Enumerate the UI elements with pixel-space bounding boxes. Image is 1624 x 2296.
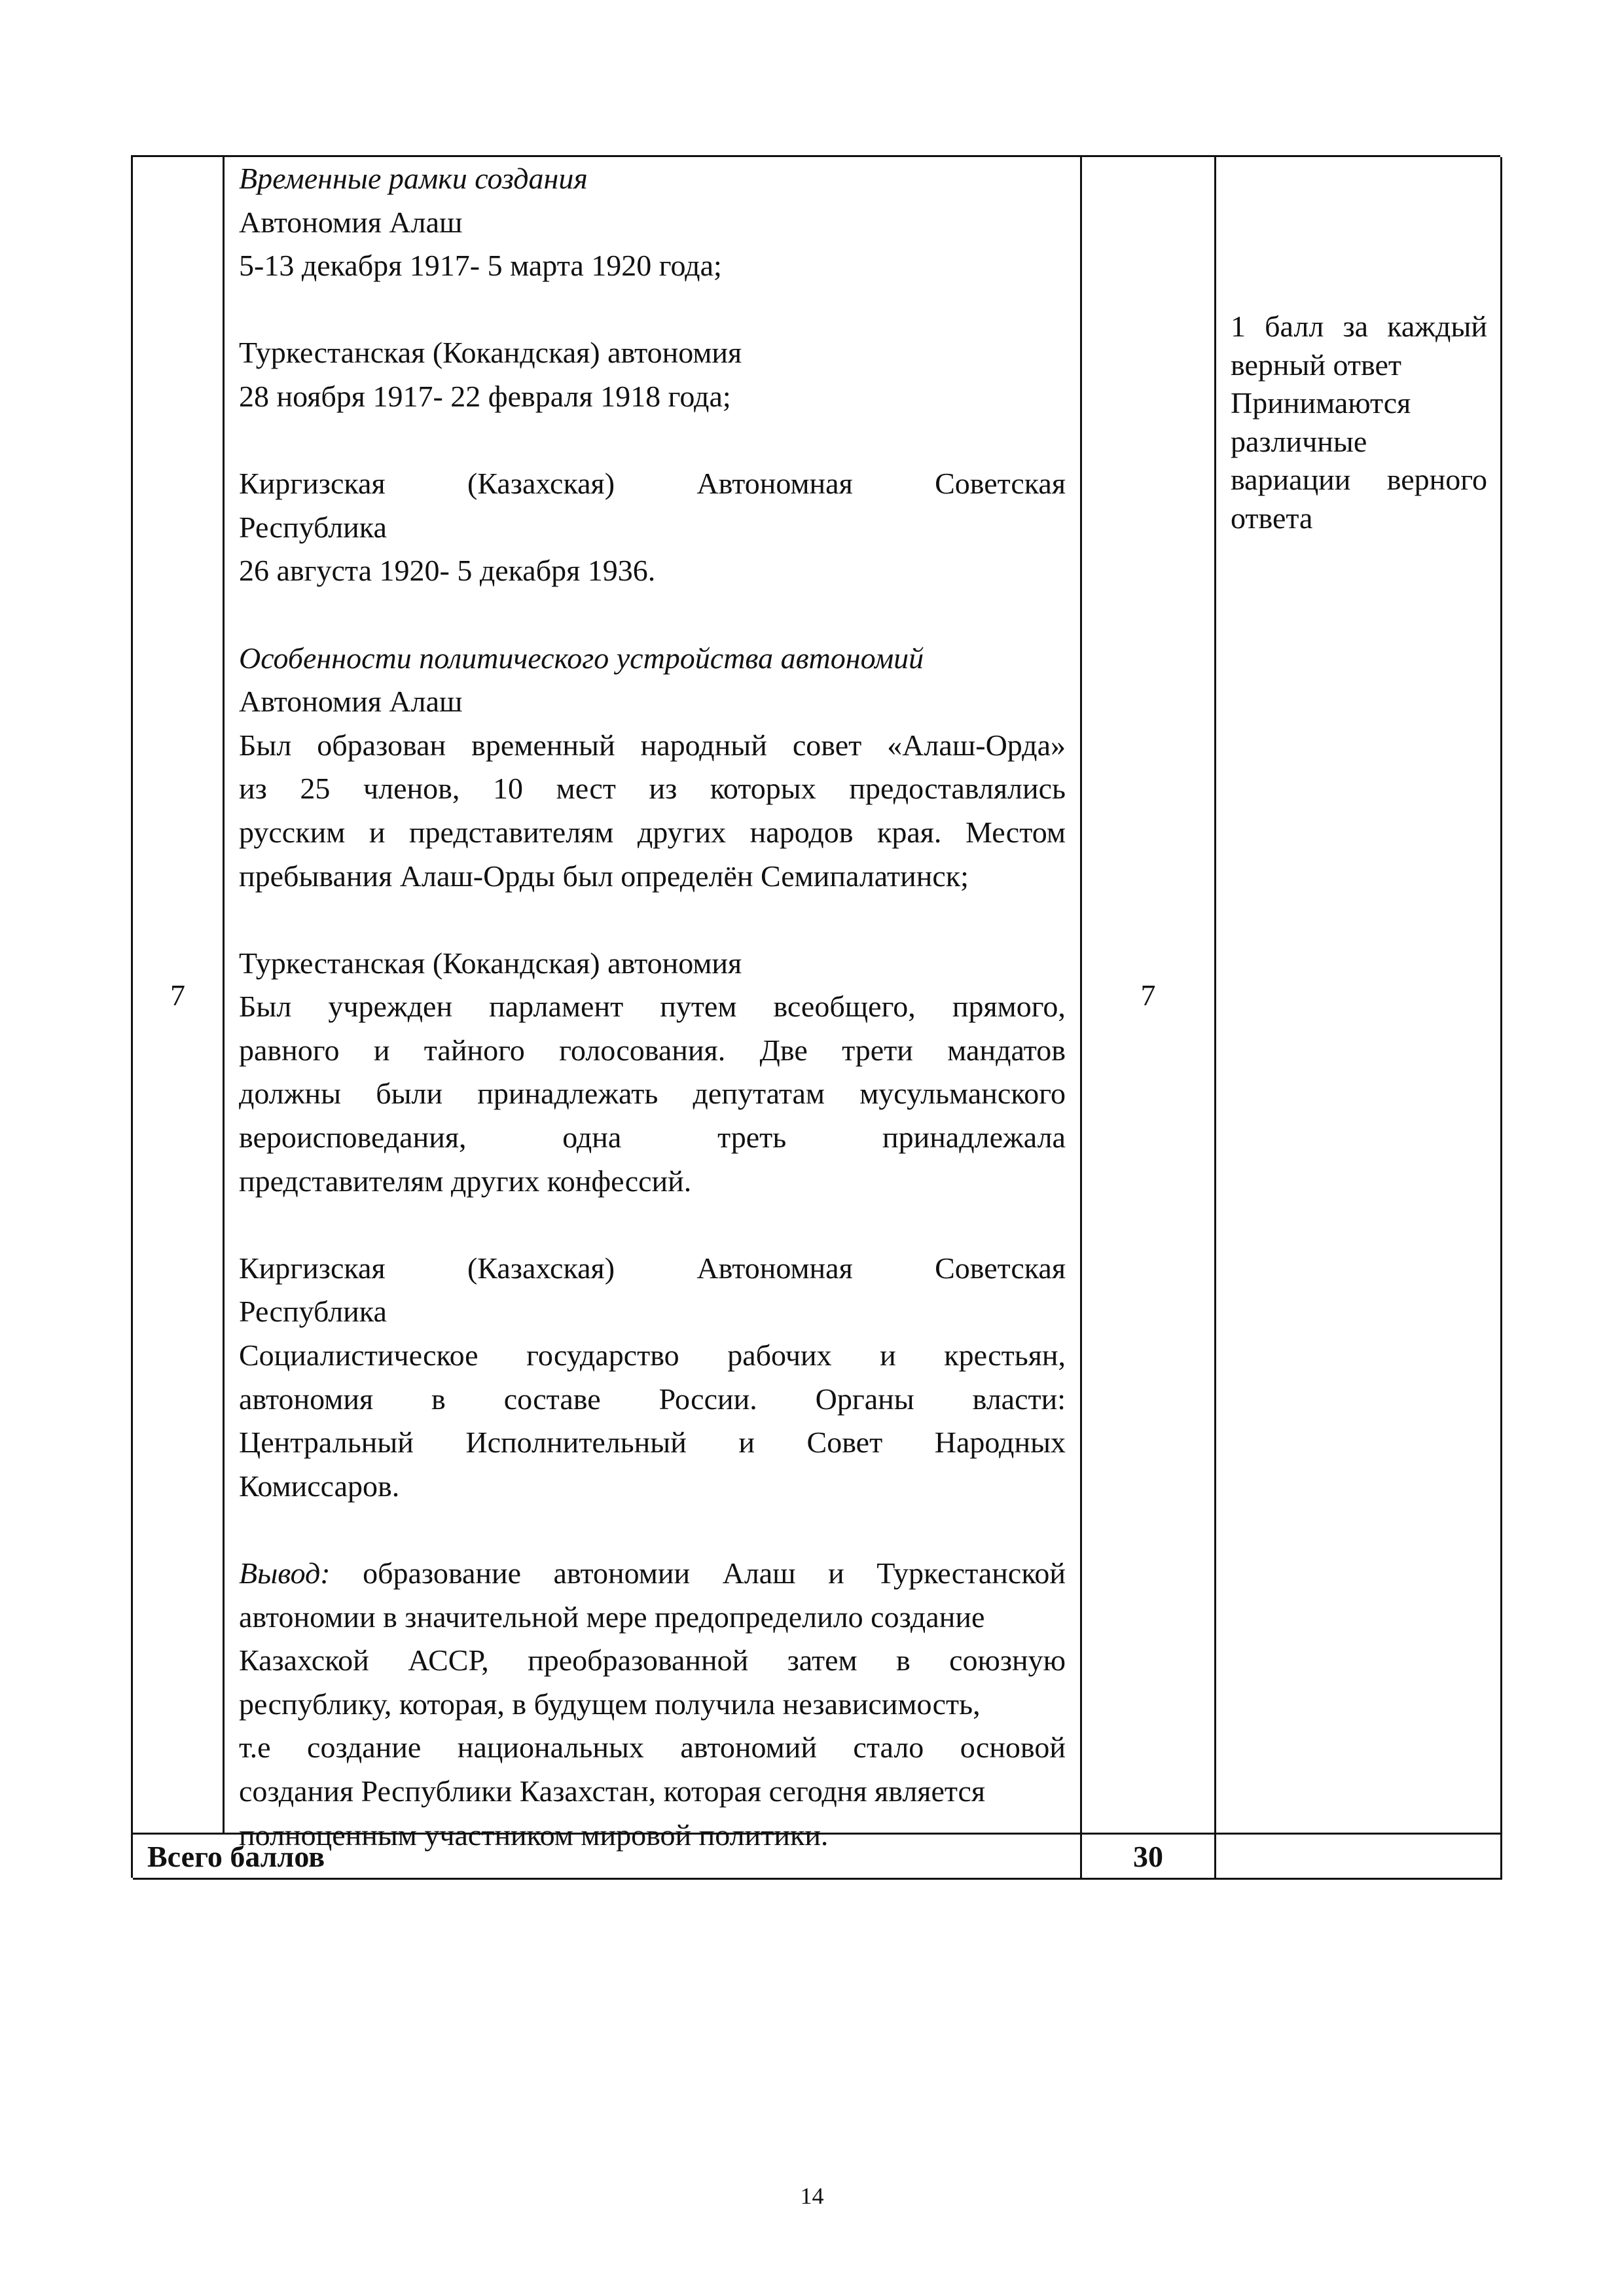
word: принадлежать	[477, 1077, 659, 1111]
criteria-line: верный ответ	[1231, 348, 1401, 382]
word: прямого,	[952, 990, 1066, 1024]
page-number: 14	[800, 2183, 824, 2209]
word: учрежден	[328, 990, 453, 1024]
word: каждый	[1387, 310, 1487, 343]
word: вероисповедания,	[239, 1121, 467, 1155]
word: мест	[556, 772, 616, 806]
word: Центральный	[239, 1426, 414, 1460]
word: России.	[659, 1382, 757, 1416]
paragraph-gap	[239, 898, 1066, 942]
word: представителям	[408, 815, 614, 849]
word: вариации	[1231, 463, 1351, 496]
answer-line: 26 августа 1920- 5 декабря 1936.	[239, 554, 656, 588]
criteria-line	[1231, 461, 1487, 499]
word: Автономная	[696, 467, 853, 501]
word: «Алаш-Орда»	[887, 728, 1066, 762]
word: стало	[853, 1731, 924, 1765]
answer-line	[239, 1421, 1066, 1465]
score-cell	[1082, 157, 1216, 1835]
answer-content-cell	[225, 157, 1082, 1852]
word: других	[637, 815, 727, 849]
word: временный	[471, 728, 615, 762]
answer-heading: Особенности политического устройства автономий	[239, 641, 924, 675]
word: народный	[640, 728, 767, 762]
word: Органы	[815, 1382, 914, 1416]
word: образован	[317, 728, 446, 762]
word: из	[239, 772, 267, 806]
word: путем	[660, 990, 737, 1024]
answer-line: Туркестанская (Кокандская) автономия	[239, 946, 742, 980]
word: Местом	[965, 815, 1066, 849]
word: основой	[960, 1731, 1066, 1765]
word: 10	[493, 772, 524, 806]
answer-line: пребывания Алаш-Орды был определён Семипалатинск;	[239, 859, 969, 893]
word: 25	[300, 772, 331, 806]
word: АССР,	[408, 1643, 489, 1677]
answer-heading: Временные рамки создания	[239, 162, 588, 195]
answer-line: полноценным участником мировой политики.	[239, 1818, 829, 1852]
word: автономии	[553, 1556, 691, 1590]
word: в	[895, 1643, 911, 1677]
answer-line	[239, 1247, 1066, 1291]
criteria-line: различные	[1231, 424, 1367, 458]
word: за	[1343, 310, 1369, 343]
word: мусульманского	[859, 1077, 1066, 1111]
word: балл	[1265, 310, 1324, 343]
word: парламент	[489, 990, 624, 1024]
word: Киргизская	[239, 467, 386, 501]
word: Народных	[934, 1426, 1066, 1460]
word: и	[880, 1338, 896, 1372]
word: власти:	[972, 1382, 1066, 1416]
word: тайного	[424, 1033, 525, 1067]
word: (Казахская)	[467, 1251, 615, 1285]
question-number: 7	[170, 978, 185, 1012]
word: т.е	[239, 1731, 271, 1765]
answer-line	[239, 1552, 1066, 1596]
word: затем	[787, 1643, 857, 1677]
word: Автономная	[696, 1251, 853, 1285]
answer-line: 28 ноября 1917- 22 февраля 1918 года;	[239, 379, 731, 413]
total-empty-cell	[1216, 1835, 1502, 1880]
answer-line: Туркестанская (Кокандская) автономия	[239, 336, 742, 370]
word: и	[738, 1426, 755, 1460]
word: составе	[503, 1382, 601, 1416]
total-score: 30	[1133, 1839, 1163, 1873]
answer-line	[239, 1116, 1066, 1160]
answer-line: автономии в значительной мере предопределило создание	[239, 1600, 985, 1634]
word: верного	[1386, 463, 1487, 496]
answer-line: республику, которая, в будущем получила независимость,	[239, 1687, 981, 1721]
paragraph-gap	[239, 288, 1066, 332]
word: всеобщего,	[773, 990, 916, 1024]
paragraph-gap	[239, 593, 1066, 637]
answer-line: Автономия Алаш	[239, 685, 463, 719]
word: Советская	[935, 1251, 1066, 1285]
word: принадлежала	[882, 1121, 1066, 1155]
word: и	[369, 815, 386, 849]
word: автономий	[680, 1731, 817, 1765]
answer-line	[239, 1378, 1066, 1422]
word: Был	[239, 728, 292, 762]
answer-line	[239, 1334, 1066, 1378]
word: в	[431, 1382, 446, 1416]
word: создание	[307, 1731, 422, 1765]
word: рабочих	[727, 1338, 832, 1372]
word: совет	[792, 728, 862, 762]
answer-table	[131, 155, 1500, 1878]
word: которых	[710, 772, 816, 806]
word: трети	[842, 1033, 913, 1067]
word: были	[376, 1077, 443, 1111]
word: Был	[239, 990, 292, 1024]
answer-line	[239, 462, 1066, 506]
word: государство	[526, 1338, 679, 1372]
word: членов,	[363, 772, 460, 806]
answer-line: представителям других конфессий.	[239, 1164, 692, 1198]
total-score-cell	[1082, 1835, 1216, 1880]
paragraph-gap	[239, 1508, 1066, 1552]
answer-line	[239, 767, 1066, 811]
word: голосования.	[559, 1033, 726, 1067]
answer-line: создания Республики Казахстан, которая сегодня является	[239, 1774, 986, 1808]
answer-line	[239, 985, 1066, 1029]
answer-line	[239, 1639, 1066, 1683]
word: из	[649, 772, 677, 806]
word: (Казахская)	[467, 467, 615, 501]
criteria-cell	[1216, 157, 1502, 1835]
criteria-line	[1231, 308, 1487, 346]
word: русским	[239, 815, 346, 849]
word: должны	[239, 1077, 342, 1111]
word: образование	[363, 1556, 522, 1590]
answer-line	[239, 1072, 1066, 1116]
word: предоставлялись	[849, 772, 1066, 806]
word: Совет	[806, 1426, 883, 1460]
answer-line	[239, 724, 1066, 768]
paragraph-gap	[239, 1203, 1066, 1247]
word: 1	[1231, 310, 1246, 343]
paragraph-gap	[239, 419, 1066, 463]
total-label-cell	[133, 1835, 1082, 1880]
answer-line	[239, 1029, 1066, 1073]
word: Туркестанской	[876, 1556, 1066, 1590]
answer-line	[239, 811, 1066, 855]
question-number-cell	[133, 157, 225, 1835]
word: и	[828, 1556, 844, 1590]
criteria-line: ответа	[1231, 501, 1313, 535]
word: автономия	[239, 1382, 374, 1416]
answer-line: Автономия Алаш	[239, 205, 463, 239]
word: народов	[749, 815, 854, 849]
word: Алаш	[722, 1556, 796, 1590]
word: мандатов	[947, 1033, 1066, 1067]
answer-line: 5-13 декабря 1917- 5 марта 1920 года;	[239, 249, 722, 283]
answer-line	[239, 1726, 1066, 1770]
word: Киргизская	[239, 1251, 386, 1285]
word: крестьян,	[944, 1338, 1066, 1372]
total-label: Всего баллов	[147, 1839, 325, 1873]
word: одна	[562, 1121, 622, 1155]
word: национальных	[457, 1731, 644, 1765]
answer-line: Комиссаров.	[239, 1469, 400, 1503]
word: Казахской	[239, 1643, 369, 1677]
word: преобразованной	[528, 1643, 749, 1677]
word: Две	[759, 1033, 808, 1067]
question-score: 7	[1140, 978, 1156, 1012]
word: Советская	[935, 467, 1066, 501]
word: края.	[877, 815, 942, 849]
word: и	[373, 1033, 390, 1067]
criteria-line: Принимаются	[1231, 386, 1411, 420]
word: равного	[239, 1033, 340, 1067]
word: треть	[717, 1121, 787, 1155]
word: союзную	[949, 1643, 1066, 1677]
word: Социалистическое	[239, 1338, 478, 1372]
answer-line: Республика	[239, 510, 387, 544]
answer-line: Республика	[239, 1295, 387, 1329]
word: депутатам	[693, 1077, 825, 1111]
word: Исполнительный	[465, 1426, 687, 1460]
conclusion-label: Вывод:	[239, 1556, 331, 1590]
